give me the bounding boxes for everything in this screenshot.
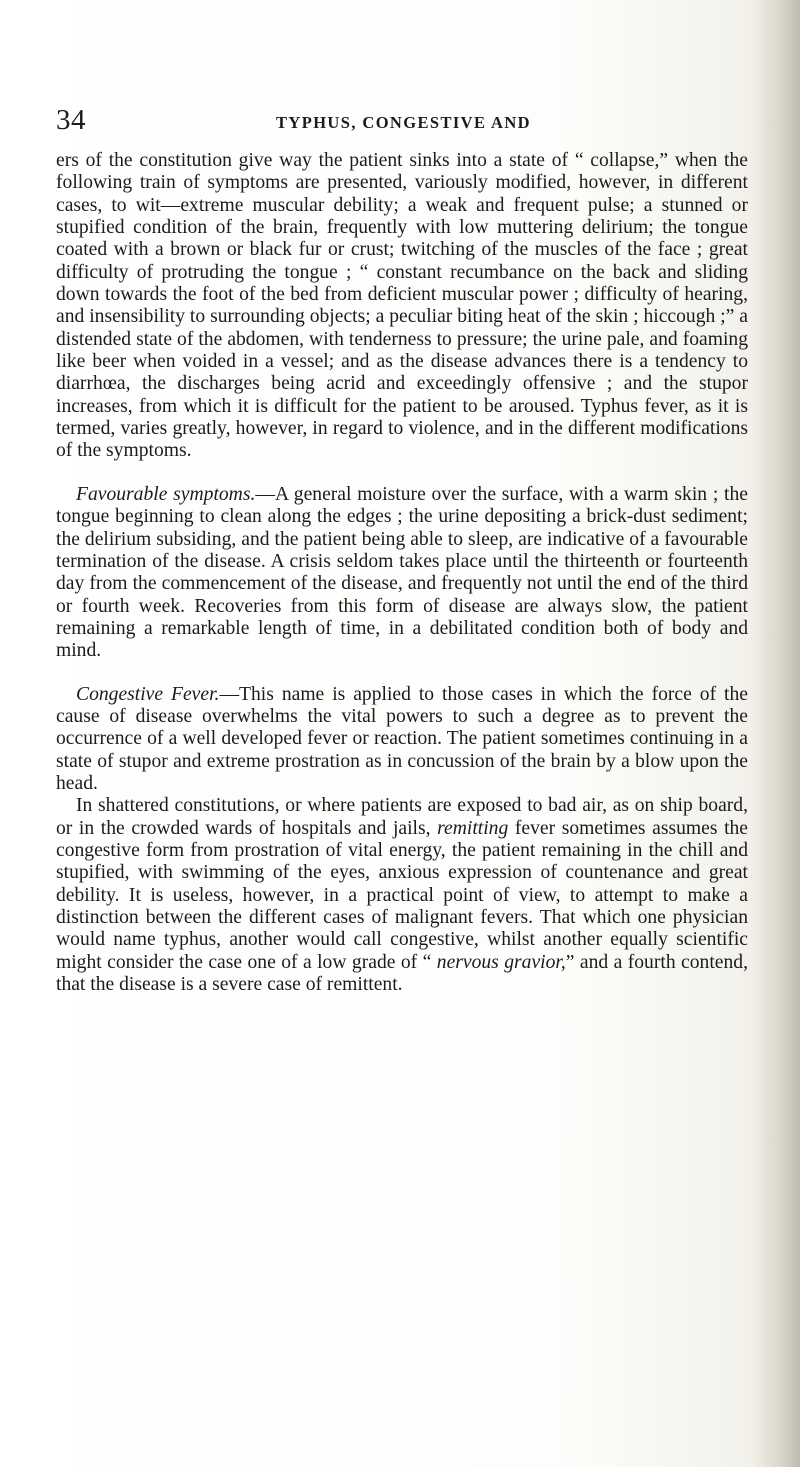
paragraph-shattered-constitutions bbox=[56, 795, 748, 996]
italic-term: nervous gravior, bbox=[436, 951, 566, 973]
running-head bbox=[56, 98, 746, 138]
paragraph-congestive-fever bbox=[56, 684, 748, 796]
section-lead: Favourable symptoms. bbox=[76, 483, 256, 505]
paragraph-text: In shattered constitutions, or where patients are exposed to bad air, as on ship board, or in the crowded wards of hospitals and jails, bbox=[56, 795, 748, 839]
paragraph-text: —This name is applied to those cases in which the force of the cause of disease overwhelms the vital powers to such a degree as to prevent the occurrence of a well developed fever or reaction. The patient sometimes continuing in a state of stupor and extreme prostration as in concussion of the brain by a blow upon the head. bbox=[56, 683, 748, 794]
paragraph-collapse-symptoms bbox=[56, 150, 748, 463]
paragraph-text: fever sometimes assumes the congestive form from prostration of vital energy, the patient remaining in the chill and stupified, with swimming of the eyes, anxious expression of countenance and great debility. It is useless, however, in a practical point of view, to attempt to make a distinction between the different cases of malignant fevers. That which one physician would name typhus, another would call congestive, whilst another equally scientific might consider the case one of a low grade of “ bbox=[56, 817, 749, 973]
paragraph-text: ” and a fourth contend, that the disease is a severe case of remittent. bbox=[56, 951, 748, 996]
page-edge-shadow bbox=[754, 0, 800, 1467]
body-text bbox=[56, 150, 748, 996]
paragraph-text: ers of the constitution give way the patient sinks into a state of “ collapse,” when the following train of symptoms are presented, variously modified, however, in different cases, to wit—extreme muscular debility; a weak and frequent pulse; a stunned or stupified condition of the brain, frequently with low muttering delirium; the tongue coated with a brown or black fur or crust; twitching of the muscles of the face ; great difficulty of protruding the tongue ; “ constant recumbance on the back and sliding down towards the foot of the bed from deficient muscular power ; difficulty of hearing, and insensibility to surrounding objects; a peculiar biting heat of the skin ; hiccough ;” a distended state of the abdomen, with tenderness to pressure; the urine pale, and foaming like beer when voided in a vessel; and as the disease advances there is a tendency to diarrhœa, the discharges being acrid and exceedingly offensive ; and the stupor increases, from which it is difficult for the patient to be aroused. Typhus fever, as it is termed, varies greatly, however, in regard to violence, and in the different modifications of the symptoms. bbox=[56, 150, 748, 462]
paragraph-favourable-symptoms bbox=[56, 484, 748, 663]
section-lead: Congestive Fever. bbox=[76, 683, 220, 705]
italic-term: remitting bbox=[437, 817, 509, 839]
running-title: TYPHUS, CONGESTIVE AND bbox=[276, 113, 531, 132]
paragraph-text: —A general moisture over the surface, with a warm skin ; the tongue beginning to clean along the edges ; the urine depositing a brick-dust sediment; the delirium subsiding, and the patient being able to sleep, are indicative of a favourable termination of the disease. A crisis seldom takes place until the thirteenth or fourteenth day from the commencement of the disease, and frequently not until the end of the third or fourth week. Recoveries from this form of disease are always slow, the patient remaining a remarkable length of time, in a debilitated condition both of body and mind. bbox=[56, 483, 748, 662]
page-number: 34 bbox=[56, 104, 86, 136]
